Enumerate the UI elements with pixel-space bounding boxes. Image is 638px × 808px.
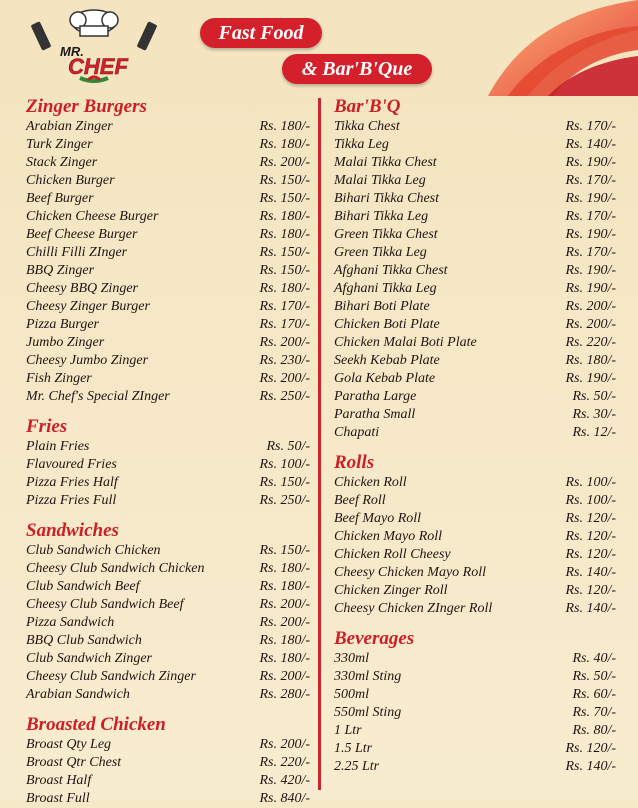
item-name: Jumbo Zinger [26,335,105,350]
item-price: Rs. 170/- [565,209,616,224]
item-name: Cheesy Club Sandwich Zinger [26,669,196,684]
menu-item [334,424,616,442]
item-price: Rs. 250/- [259,389,310,404]
item-name: Chicken Malai Boti Plate [334,335,477,350]
item-name: Afghani Tikka Chest [334,263,448,278]
item-name: Pizza Sandwich [26,615,115,630]
item-name: Tikka Leg [334,137,389,152]
item-name: Green Tikka Leg [334,245,427,260]
item-price: Rs. 180/- [259,209,310,224]
menu-item [26,596,310,614]
menu-item [334,600,616,618]
item-name: Arabian Sandwich [26,687,130,702]
right-column [334,96,616,776]
item-name: Plain Fries [26,439,90,454]
menu-item [334,316,616,334]
item-price: Rs. 250/- [259,493,310,508]
banner-fast-food: Fast Food [200,18,322,48]
menu-item [334,388,616,406]
item-price: Rs. 180/- [565,353,616,368]
item-name: Paratha Small [334,407,416,422]
item-name: Pizza Fries Half [26,475,118,490]
menu-section-rolls [334,452,616,618]
item-name: 1.5 Ltr [334,741,373,756]
item-price: Rs. 180/- [259,561,310,576]
section-title: Zinger Burgers [26,96,147,117]
menu-item [334,704,616,722]
menu-item [26,736,310,754]
section-title: Sandwiches [26,520,119,541]
menu-section-broasted-chicken [26,714,310,808]
item-price: Rs. 120/- [565,741,616,756]
menu-item [334,352,616,370]
item-name: Cheesy Chicken ZInger Roll [334,601,493,616]
menu-item [334,668,616,686]
menu-item [26,244,310,262]
item-name: Chicken Roll Cheesy [334,547,451,562]
item-name: Chilli Filli ZInger [26,245,128,260]
item-name: BBQ Zinger [26,263,95,278]
item-price: Rs. 190/- [565,191,616,206]
item-price: Rs. 150/- [259,263,310,278]
item-name: Malai Tikka Leg [334,173,426,188]
item-price: Rs. 180/- [259,281,310,296]
item-price: Rs. 80/- [572,723,616,738]
menu-item [26,316,310,334]
item-price: Rs. 12/- [572,425,616,440]
item-price: Rs. 170/- [565,119,616,134]
chef-logo [30,8,158,86]
item-price: Rs. 220/- [259,755,310,770]
item-price: Rs. 220/- [565,335,616,350]
item-name: Chapati [334,425,380,440]
item-price: Rs. 170/- [259,299,310,314]
item-price: Rs. 280/- [259,687,310,702]
item-price: Rs. 150/- [259,475,310,490]
item-price: Rs. 140/- [565,565,616,580]
left-column [26,96,310,808]
item-name: Turk Zinger [26,137,93,152]
menu-item [26,118,310,136]
item-name: Stack Zinger [26,155,98,170]
menu-item [26,578,310,596]
banner-barbque: & Bar'B'Que [282,54,432,84]
item-name: Beef Burger [26,191,94,206]
item-price: Rs. 200/- [259,335,310,350]
item-price: Rs. 420/- [259,773,310,788]
item-price: Rs. 190/- [565,155,616,170]
menu-item [334,118,616,136]
menu-section-zinger-burgers [26,96,310,406]
item-name: 330ml Sting [334,669,402,684]
menu-item [334,406,616,424]
menu-item [26,492,310,510]
menu-item [334,686,616,704]
item-name: Malai Tikka Chest [334,155,437,170]
menu-item [334,298,616,316]
section-title: Fries [26,416,68,437]
item-price: Rs. 150/- [259,543,310,558]
item-name: Broast Half [26,773,92,788]
menu-item [26,172,310,190]
item-price: Rs. 150/- [259,173,310,188]
item-name: Broast Qtr Chest [26,755,122,770]
item-price: Rs. 170/- [565,245,616,260]
item-name: Beef Cheese Burger [26,227,138,242]
item-price: Rs. 190/- [565,227,616,242]
item-name: Bihari Tikka Leg [334,209,429,224]
item-name: Club Sandwich Beef [26,579,140,594]
menu-item [334,740,616,758]
menu-item [334,564,616,582]
item-price: Rs. 170/- [565,173,616,188]
menu-item [26,790,310,808]
item-price: Rs. 30/- [572,407,616,422]
item-price: Rs. 200/- [259,737,310,752]
item-price: Rs. 120/- [565,529,616,544]
item-name: Bihari Boti Plate [334,299,430,314]
menu-item [334,244,616,262]
menu-item [26,474,310,492]
item-price: Rs. 180/- [259,651,310,666]
menu-item [334,280,616,298]
item-price: Rs. 120/- [565,547,616,562]
menu-item [26,632,310,650]
item-name: Chicken Burger [26,173,115,188]
section-title: Rolls [334,452,375,473]
menu-item [26,154,310,172]
item-price: Rs. 140/- [565,601,616,616]
menu-item [334,136,616,154]
menu-item [334,758,616,776]
menu-item [26,754,310,772]
item-price: Rs. 840/- [259,791,310,806]
item-price: Rs. 190/- [565,281,616,296]
item-price: Rs. 60/- [572,687,616,702]
section-title: Bar'B'Q [334,96,401,117]
column-divider [318,98,321,790]
menu-item [26,208,310,226]
item-name: Seekh Kebab Plate [334,353,440,368]
item-price: Rs. 180/- [259,227,310,242]
item-name: 1 Ltr [334,723,362,738]
menu-item [26,136,310,154]
menu-item [26,456,310,474]
item-price: Rs. 190/- [565,263,616,278]
item-name: Cheesy Club Sandwich Beef [26,597,184,612]
item-price: Rs. 200/- [259,615,310,630]
menu-item [334,370,616,388]
menu-item [26,226,310,244]
item-name: 330ml [334,651,369,666]
item-price: Rs. 200/- [565,317,616,332]
item-price: Rs. 70/- [572,705,616,720]
menu-item [26,560,310,578]
item-name: 500ml [334,687,369,702]
item-price: Rs. 180/- [259,579,310,594]
item-price: Rs. 100/- [565,493,616,508]
item-name: 2.25 Ltr [334,759,380,774]
menu-item [26,298,310,316]
item-price: Rs. 180/- [259,119,310,134]
item-price: Rs. 180/- [259,137,310,152]
menu-item [26,352,310,370]
item-name: Bihari Tikka Chest [334,191,439,206]
menu-section-fries [26,416,310,510]
item-name: Cheesy Zinger Burger [26,299,150,314]
item-price: Rs. 40/- [572,651,616,666]
item-name: Pizza Fries Full [26,493,117,508]
item-price: Rs. 200/- [259,597,310,612]
item-name: Cheesy BBQ Zinger [26,281,138,296]
item-name: Pizza Burger [26,317,99,332]
item-name: Chicken Zinger Roll [334,583,448,598]
item-name: Chicken Boti Plate [334,317,440,332]
item-price: Rs. 50/- [572,669,616,684]
item-name: Chicken Mayo Roll [334,529,443,544]
item-price: Rs. 50/- [572,389,616,404]
menu-item [26,388,310,406]
item-price: Rs. 230/- [259,353,310,368]
menu-item [334,510,616,528]
menu-item [26,190,310,208]
item-name: Beef Roll [334,493,386,508]
menu-item [334,582,616,600]
menu-item [334,172,616,190]
menu-item [334,722,616,740]
menu-item [334,492,616,510]
menu-section-beverages [334,628,616,776]
item-price: Rs. 140/- [565,759,616,774]
item-price: Rs. 140/- [565,137,616,152]
menu-item [334,474,616,492]
menu-item [26,542,310,560]
menu-item [26,280,310,298]
item-name: Chicken Roll [334,475,407,490]
item-name: Gola Kebab Plate [334,371,436,386]
item-name: Mr. Chef's Special ZInger [26,389,170,404]
menu-item [334,154,616,172]
item-price: Rs. 150/- [259,245,310,260]
item-name: Tikka Chest [334,119,400,134]
menu-item [26,614,310,632]
item-name: Cheesy Jumbo Zinger [26,353,149,368]
item-price: Rs. 100/- [565,475,616,490]
menu-item [26,262,310,280]
menu-item [26,438,310,456]
item-price: Rs. 170/- [259,317,310,332]
menu-item [334,262,616,280]
item-name: Broast Qty Leg [26,737,112,752]
menu-item [334,546,616,564]
item-price: Rs. 190/- [565,371,616,386]
menu-section-bar-b-q [334,96,616,442]
item-price: Rs. 200/- [259,155,310,170]
decorative-swoosh [448,0,638,96]
menu-item [26,668,310,686]
item-name: Broast Full [26,791,90,806]
logo-chef: CHEF [68,54,128,79]
item-name: Afghani Tikka Leg [334,281,437,296]
item-name: Paratha Large [334,389,417,404]
item-price: Rs. 200/- [259,669,310,684]
item-name: Club Sandwich Zinger [26,651,153,666]
menu-item [334,190,616,208]
item-name: Cheesy Club Sandwich Chicken [26,561,205,576]
menu-item [334,650,616,668]
item-name: 550ml Sting [334,705,402,720]
item-price: Rs. 120/- [565,511,616,526]
item-price: Rs. 100/- [259,457,310,472]
menu-item [334,208,616,226]
item-name: Chicken Cheese Burger [26,209,159,224]
menu-item [334,226,616,244]
menu-section-sandwiches [26,520,310,704]
item-name: Club Sandwich Chicken [26,543,161,558]
item-name: Flavoured Fries [26,457,117,472]
item-price: Rs. 200/- [259,371,310,386]
item-name: Fish Zinger [26,371,92,386]
menu-item [26,772,310,790]
item-price: Rs. 50/- [266,439,310,454]
item-price: Rs. 180/- [259,633,310,648]
item-name: Arabian Zinger [26,119,113,134]
menu-item [334,334,616,352]
section-title: Broasted Chicken [26,714,166,735]
menu-item [26,686,310,704]
item-price: Rs. 150/- [259,191,310,206]
menu-item [26,334,310,352]
item-name: Cheesy Chicken Mayo Roll [334,565,487,580]
item-name: Green Tikka Chest [334,227,438,242]
item-price: Rs. 120/- [565,583,616,598]
logo-mr: MR. [60,44,84,59]
item-name: BBQ Club Sandwich [26,633,142,648]
menu-item [334,528,616,546]
menu-item [26,370,310,388]
item-price: Rs. 200/- [565,299,616,314]
menu-item [26,650,310,668]
item-name: Beef Mayo Roll [334,511,422,526]
section-title: Beverages [334,628,415,649]
